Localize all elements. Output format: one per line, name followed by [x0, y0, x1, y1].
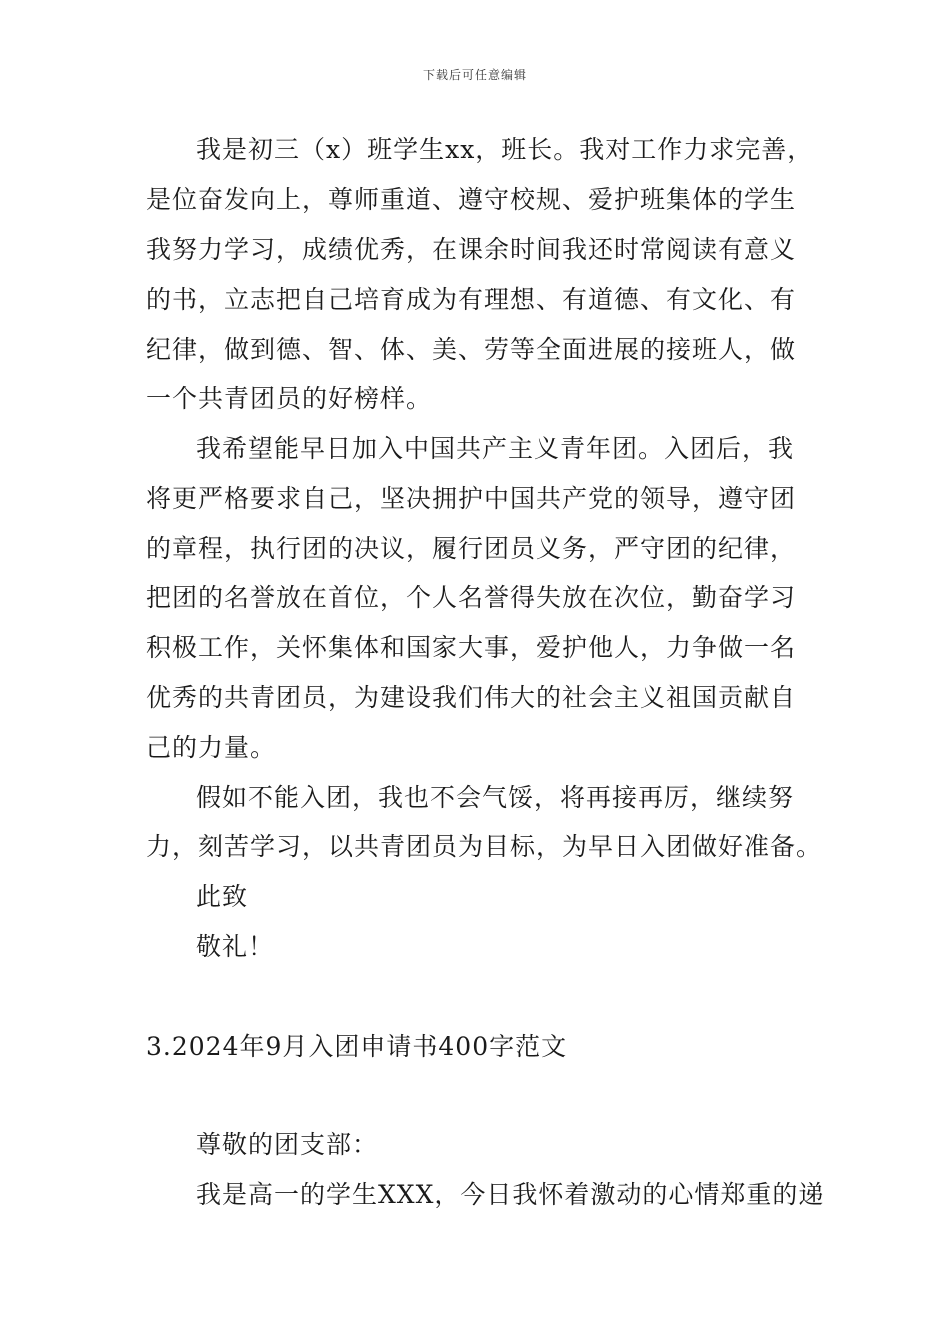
text-line-20: 我是高一的学生XXX，今日我怀着激动的心情郑重的递: [196, 1180, 825, 1209]
text-line-10: 把团的名誉放在首位，个人名誉得失放在次位，勤奋学习: [146, 583, 797, 612]
text-line-9: 的章程，执行团的决议，履行团员义务，严守团的纪律，: [146, 534, 797, 563]
closing-salutation: 此致: [196, 882, 249, 911]
closing-regards: 敬礼！: [196, 932, 275, 961]
text-line-2: 是位奋发向上，尊师重道、遵守校规、爱护班集体的学生: [146, 185, 797, 214]
text-line-3: 我努力学习，成绩优秀，在课余时间我还时常阅读有意义: [146, 235, 797, 264]
text-line-15: 力，刻苦学习，以共青团员为目标，为早日入团做好准备。: [146, 832, 823, 861]
letter-greeting: 尊敬的团支部：: [196, 1130, 379, 1159]
text-line-8: 将更严格要求自己，坚决拥护中国共产党的领导，遵守团: [146, 484, 797, 513]
section-heading: 3.2024年9月入团申请书400字范文: [146, 1032, 568, 1061]
page-header: 下载后可任意编辑: [422, 68, 527, 82]
text-line-5: 纪律，做到德、智、体、美、劳等全面进展的接班人，做: [146, 335, 797, 364]
text-line-6: 一个共青团员的好榜样。: [146, 384, 433, 413]
text-line-11: 积极工作，关怀集体和国家大事，爱护他人，力争做一名: [146, 633, 797, 662]
text-line-12: 优秀的共青团员，为建设我们伟大的社会主义祖国贡献自: [146, 683, 797, 712]
text-line-4: 的书，立志把自己培育成为有理想、有道德、有文化、有: [146, 285, 797, 314]
text-line-1: 我是初三（x）班学生xx，班长。我对工作力求完善，: [196, 135, 814, 164]
text-line-14: 假如不能入团，我也不会气馁，将再接再厉，继续努: [196, 783, 795, 812]
text-line-7: 我希望能早日加入中国共产主义青年团。入团后，我: [196, 434, 795, 463]
text-line-13: 己的力量。: [146, 733, 277, 762]
